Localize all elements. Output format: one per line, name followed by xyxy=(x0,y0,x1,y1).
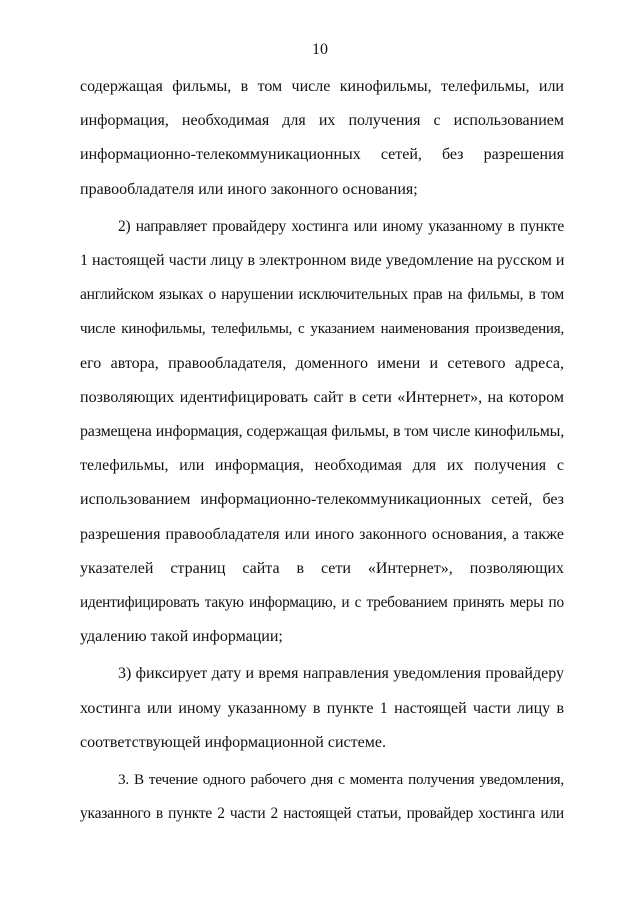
text-line: разрешения правообладателя или иного законного основания, а также xyxy=(80,525,564,543)
paragraph-item-3 xyxy=(80,657,564,760)
text-line: 3) фиксирует дату и время направления уведомления провайдеру xyxy=(118,665,564,683)
text-line: телефильмы, или информация, необходимая для их получения с xyxy=(80,457,564,475)
text-line: правообладателя или иного законного основания; xyxy=(80,180,418,198)
text-line: английском языках о нарушении исключительных прав на фильмы, в том xyxy=(80,286,564,304)
text-line: 3. В течение одного рабочего дня с момента получения уведомления, xyxy=(118,771,564,789)
paragraph-item-2 xyxy=(80,210,564,655)
text-line: позволяющих идентифицировать сайт в сети «Интернет», на котором xyxy=(80,388,564,406)
paragraph-part-3 xyxy=(80,763,564,831)
text-line: информация, необходимая для их получения с использованием xyxy=(80,112,564,130)
text-line: числе кинофильмы, телефильмы, с указанием наименования произведения, xyxy=(80,321,564,338)
text-line: указателей страниц сайта в сети «Интернет», позволяющих xyxy=(80,559,564,577)
text-line: содержащая фильмы, в том числе кинофильмы, телефильмы, или xyxy=(80,78,564,95)
text-line: его автора, правообладателя, доменного имени и сетевого адреса, xyxy=(80,354,564,372)
text-line: 2) направляет провайдеру хостинга или иному указанному в пункте xyxy=(118,217,564,235)
text-line: идентифицировать такую информацию, и с требованием принять меры по xyxy=(80,594,564,612)
page-number: 10 xyxy=(312,41,328,58)
text-line: 1 настоящей части лицу в электронном виде уведомление на русском и xyxy=(80,252,565,270)
text-line: соответствующей информационной системе. xyxy=(80,733,386,751)
text-line: размещена информация, содержащая фильмы, в том числе кинофильмы, xyxy=(80,423,564,441)
paragraph-continuation xyxy=(80,70,564,207)
text-line: удалению такой информации; xyxy=(80,628,283,646)
document-body xyxy=(80,70,564,831)
text-line: хостинга или иному указанному в пункте 1 настоящей части лицу в xyxy=(80,699,564,717)
text-line: указанного в пункте 2 части 2 настоящей статьи, провайдер хостинга или xyxy=(80,805,564,823)
text-line: информационно-телекоммуникационных сетей, без разрешения xyxy=(80,146,564,164)
text-line: использованием информационно-телекоммуникационных сетей, без xyxy=(80,491,564,509)
